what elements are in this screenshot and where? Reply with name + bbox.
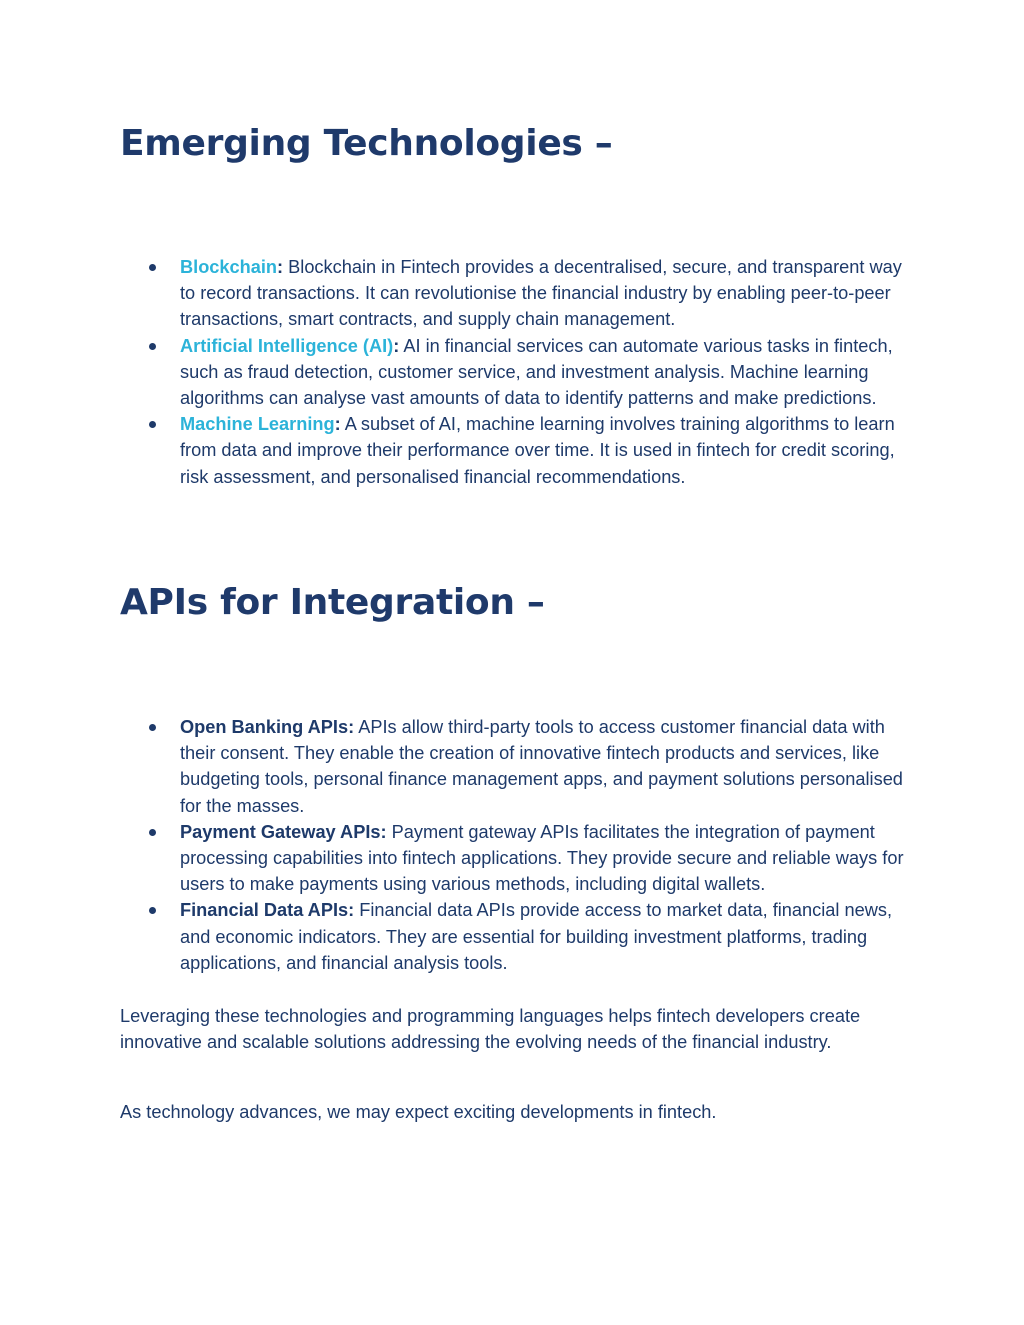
term-payment-gateway-apis: Payment Gateway APIs: xyxy=(180,821,387,842)
list-item-blockchain xyxy=(120,254,910,333)
bullet-dot-icon xyxy=(149,829,156,836)
item-description: A subset of AI, machine learning involves training algorithms to learn from data and improve their performance over time. It is used in fintech for credit scoring, risk assessment, and personalised financial recommendations. xyxy=(180,414,895,487)
item-description: Payment gateway APIs facilitates the integration of payment processing capabilities into fintech applications. They provide secure and reliable ways for users to make payments using various methods, including digital wallets. xyxy=(180,821,904,895)
apis-for-integration-list xyxy=(120,714,910,976)
term-financial-data-apis: Financial Data APIs: xyxy=(180,900,355,921)
item-description: AI in financial services can automate various tasks in fintech, such as fraud detection, customer service, and investment analysis. Machine learning algorithms can analyse vast amounts of data to identify patterns and make predictions. xyxy=(180,335,893,409)
term-artificial-intelligence: Artificial Intelligence (AI) xyxy=(180,335,394,356)
bullet-dot-icon xyxy=(149,421,156,428)
bullet-dot-icon xyxy=(149,343,156,350)
section-heading-emerging-technologies: Emerging Technologies – xyxy=(120,123,613,164)
bullet-dot-icon xyxy=(149,264,156,271)
term-machine-learning: Machine Learning xyxy=(180,414,335,435)
term-colon: : xyxy=(393,335,400,356)
item-description: APIs allow third-party tools to access customer financial data with their consent. They enable the creation of innovative fintech products and services, like budgeting tools, personal finance management apps, and payment solutions personalised for the masses. xyxy=(180,717,903,816)
bullet-dot-icon xyxy=(149,724,156,731)
list-item-artificial-intelligence xyxy=(120,333,910,412)
list-item-financial-data-apis xyxy=(120,897,910,976)
item-description: Blockchain in Fintech provides a decentralised, secure, and transparent way to record transactions. It can revolutionise the financial industry by enabling peer-to-peer transactions, smart contracts, and supply chain management. xyxy=(180,257,902,330)
emerging-technologies-list xyxy=(120,254,910,490)
bullet-dot-icon xyxy=(149,907,156,914)
item-description: Financial data APIs provide access to market data, financial news, and economic indicators. They are essential for building investment platforms, trading applications, and financial analysis tools. xyxy=(180,900,893,973)
term-open-banking-apis: Open Banking APIs: xyxy=(180,717,355,737)
paragraph-technology-advances: As technology advances, we may expect exciting developments in fintech. xyxy=(120,1102,717,1122)
list-item-open-banking-apis xyxy=(120,714,910,819)
paragraph-leveraging-technologies: Leveraging these technologies and programming languages helps fintech developers create innovative and scalable solutions addressing the evolving needs of the financial industry. xyxy=(120,1006,861,1053)
term-colon: : xyxy=(277,257,284,277)
term-blockchain: Blockchain xyxy=(180,257,278,277)
section-heading-apis-for-integration: APIs for Integration – xyxy=(120,582,545,623)
list-item-payment-gateway-apis xyxy=(120,819,910,898)
term-colon: : xyxy=(334,414,341,435)
list-item-machine-learning xyxy=(120,411,910,490)
